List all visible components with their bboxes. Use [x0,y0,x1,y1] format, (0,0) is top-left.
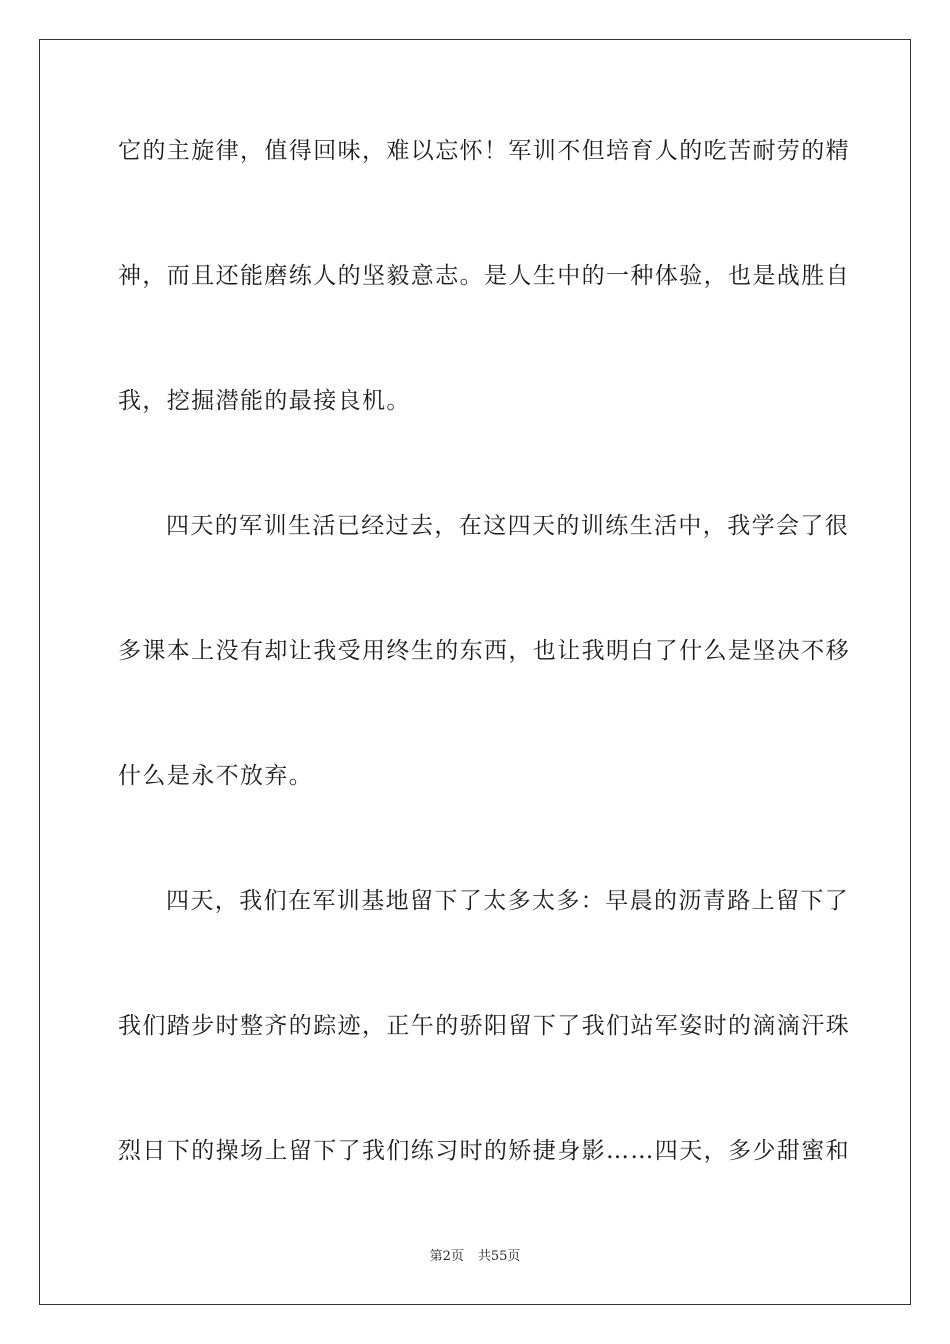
page-number: 第2页 [429,1249,464,1264]
text-line-6: 什么是永不放弃。 [118,763,314,789]
text-line-5: 多课本上没有却让我受用终生的东西，也让我明白了什么是坚决不移 [118,638,850,664]
page-footer [0,1248,950,1266]
text-line-1: 它的主旋律，值得回味，难以忘怀！军训不但培育人的吃苦耐劳的精 [118,138,850,164]
text-line-2: 神，而且还能磨练人的坚毅意志。是人生中的一种体验，也是战胜自 [118,263,850,289]
text-line-3: 我，挖掘潜能的最接良机。 [118,388,411,414]
page-frame [39,39,911,1305]
total-pages: 共55页 [477,1249,521,1264]
text-line-8: 我们踏步时整齐的踪迹，正午的骄阳留下了我们站军姿时的滴滴汗珠 [118,1013,850,1039]
text-line-4: 四天的军训生活已经过去，在这四天的训练生活中，我学会了很 [166,513,850,539]
text-line-9: 烈日下的操场上留下了我们练习时的矫捷身影……四天，多少甜蜜和 [118,1138,850,1164]
text-line-7: 四天，我们在军训基地留下了太多太多：早晨的沥青路上留下了 [166,888,850,914]
